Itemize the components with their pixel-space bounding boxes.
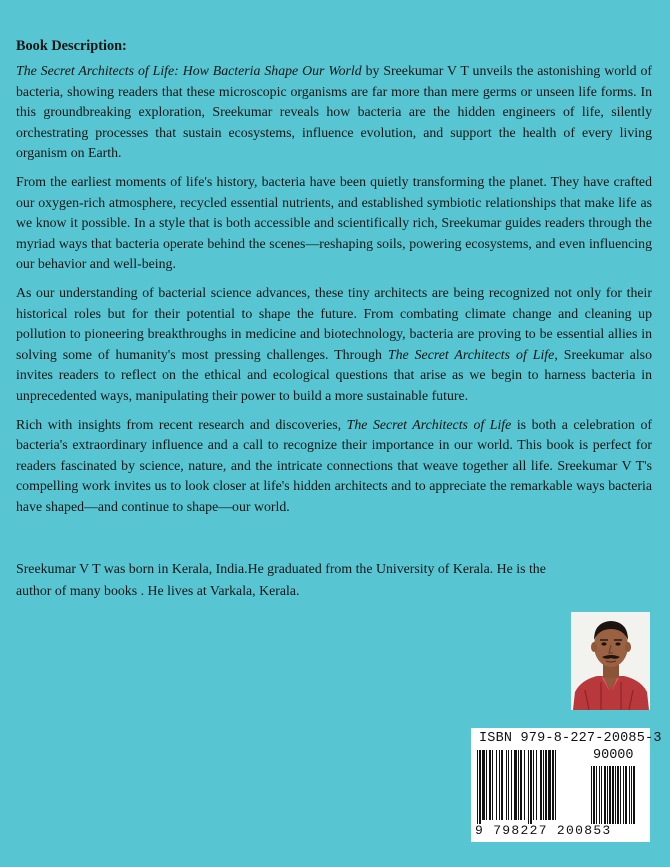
description-paragraph-1: [16, 61, 652, 164]
author-portrait-image: [571, 612, 650, 710]
paragraph-3-text-b: , Sreekumar also invites readers to reflect on the ethical and ecological questions that arise as we begin to harness bacteria in unprecedented ways, manipulating their power to build a more sustainable future.: [16, 346, 652, 403]
book-title-italic: The Secret Architects of Life: [346, 416, 512, 432]
price-addon-label: 90000: [593, 748, 634, 763]
description-paragraph-4: [16, 415, 652, 518]
paragraph-3-text-a: As our understanding of bacterial science advances, these tiny architects are being recognized not only for their historical roles but for their potential to shape the future. From combating climate change and cleaning up pollution to pioneering breakthroughs in medicine and biotechnology, bacteria are proving to be essential allies in solving some of humanity's most pressing challenges. Through: [16, 284, 652, 362]
description-paragraph-3: [16, 283, 652, 407]
ean-digits: 9 798227 200853: [475, 823, 612, 838]
description-heading: Book Description:: [16, 38, 127, 54]
isbn-label: ISBN 979-8-227-20085-3: [479, 731, 662, 746]
paragraph-4-text-a: Rich with insights from recent research and discoveries,: [16, 416, 347, 432]
book-title-italic: The Secret Architects of Life: [387, 346, 555, 362]
description-paragraph-2: From the earliest moments of life's history, bacteria have been quietly transforming the planet. They have crafted our oxygen-rich atmosphere, recycled essential nutrients, and established symbiotic relationships that make life as we know it possible. In a style that is both accessible and scientifically rich, Sreekumar guides readers through the myriad ways that bacteria operate behind the scenes—reshaping soils, powering ecosystems, and even influencing our behavior and well-being.: [16, 173, 652, 272]
author-bio: Sreekumar V T was born in Kerala, India.He graduated from the University of Kerala. He is the author of many books . He lives at Varkala, Kerala.: [16, 561, 546, 598]
isbn-barcode: [471, 728, 662, 842]
book-description: [16, 36, 652, 525]
book-title-italic: The Secret Architects of Life: How Bacteria Shape Our World: [16, 63, 362, 78]
paragraph-1-text: by Sreekumar V T unveils the astonishing world of bacteria, showing readers that these microscopic organisms are far more than mere germs or unseen life forms. In this groundbreaking exploration, Sreekumar reveals how bacteria are the hidden engineers of life, silently orchestrating processes that sustain ecosystems, influence evolution, and support the health of every living organism on Earth.: [16, 63, 652, 161]
paragraph-4-text-b: is both a celebration of bacteria's extraordinary influence and a call to recognize their importance in our world. This book is perfect for readers fascinated by science, nature, and the intricate connections that weave together all life. Sreekumar V T's compelling work invites us to look closer at life's hidden architects and to appreciate the remarkable ways bacteria have shaped—and continue to shape—our world.: [16, 416, 652, 514]
author-photo: [571, 612, 650, 710]
